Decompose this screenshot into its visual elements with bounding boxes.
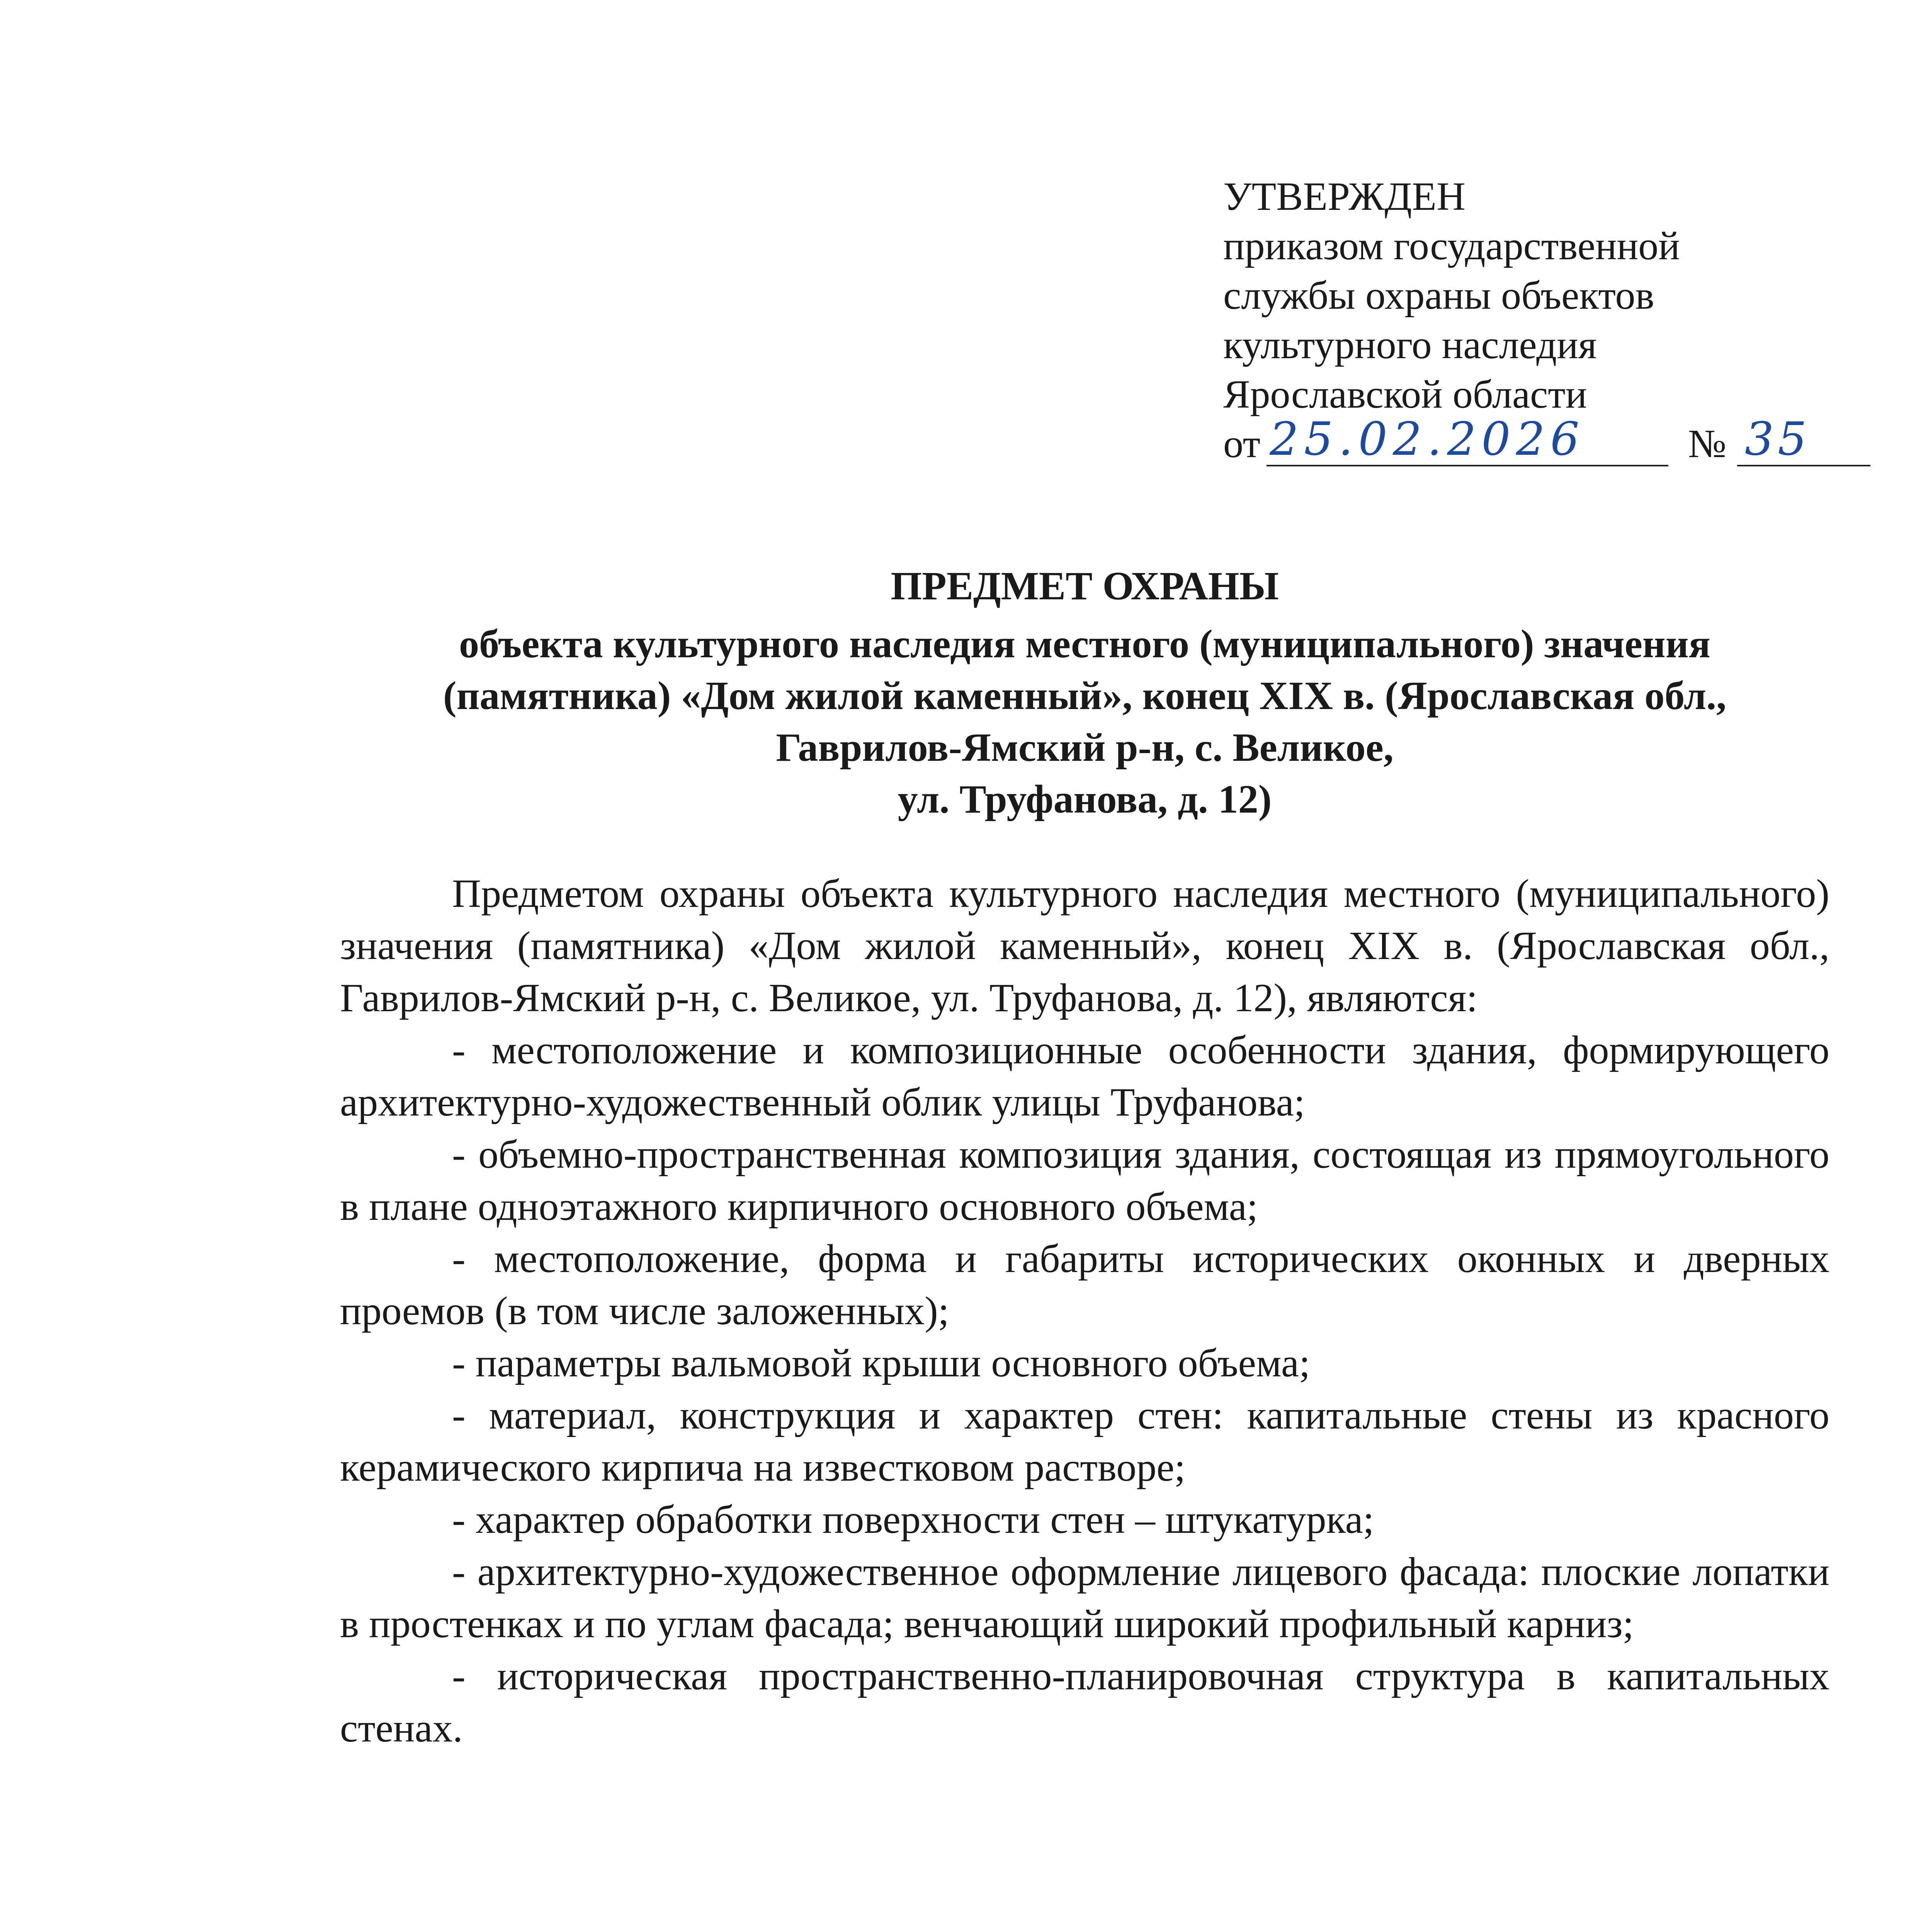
approval-stamp-block [1223, 172, 1826, 469]
approval-line: культурного наследия [1223, 323, 1597, 367]
approval-heading: УТВЕРЖДЕН [1223, 174, 1465, 219]
list-item: - материал, конструкция и характер стен: капитальные стены из красного керамического кирпича на известковом растворе; [340, 1393, 1829, 1490]
title-subline: Гаврилов-Ямский р-н, с. Великое, [776, 725, 1394, 770]
number-sign: № [1688, 422, 1727, 466]
date-prefix: от [1223, 422, 1261, 466]
list-item: - архитектурно-художественное оформление лицевого фасада: плоские лопатки в простенках и по углам фасада; венчающий широкий профильный карниз; [340, 1549, 1829, 1646]
approval-date-row [1223, 412, 1826, 469]
list-item: - местоположение и композиционные особенности здания, формирующего архитектурно-художественный облик улицы Труфанова; [340, 1028, 1829, 1124]
handwritten-date: 25.02.2026 [1270, 412, 1585, 466]
date-field [1267, 412, 1668, 466]
number-field [1737, 412, 1870, 466]
document-title: ПРЕДМЕТ ОХРАНЫ [891, 564, 1279, 608]
handwritten-number: 35 [1745, 412, 1811, 466]
list-item: - историческая пространственно-планировочная структура в капитальных стенах. [340, 1654, 1829, 1750]
title-subline: ул. Труфанова, д. 12) [898, 777, 1272, 821]
document-title-block [340, 560, 1829, 825]
approval-line: Ярославской области [1223, 372, 1587, 417]
list-item: - параметры вальмовой крыши основного объема; [452, 1341, 1310, 1385]
document-body [340, 867, 1829, 1754]
list-item: - характер обработки поверхности стен – штукатурка; [452, 1497, 1374, 1542]
list-item: - местоположение, форма и габариты исторических оконных и дверных проемов (в том числе заложенных); [340, 1236, 1829, 1333]
approval-line: приказом государственной [1223, 224, 1680, 268]
intro-paragraph: Предметом охраны объекта культурного наследия местного (муниципального) значения (памятника) «Дом жилой каменный», конец XIX в. (Ярославская обл., Гаврилов-Ямский р-н, с. Великое, ул. Труфанова, д. 12), являются: [340, 871, 1829, 1020]
list-item: - объемно-пространственная композиция здания, состоящая из прямоугольного в плане одноэтажного кирпичного основного объема; [340, 1132, 1829, 1229]
title-subline: объекта культурного наследия местного (муниципального) значения [459, 622, 1710, 666]
title-subline: (памятника) «Дом жилой каменный», конец XIX в. (Ярославская обл., [443, 673, 1727, 718]
approval-line: службы охраны объектов [1223, 273, 1654, 318]
